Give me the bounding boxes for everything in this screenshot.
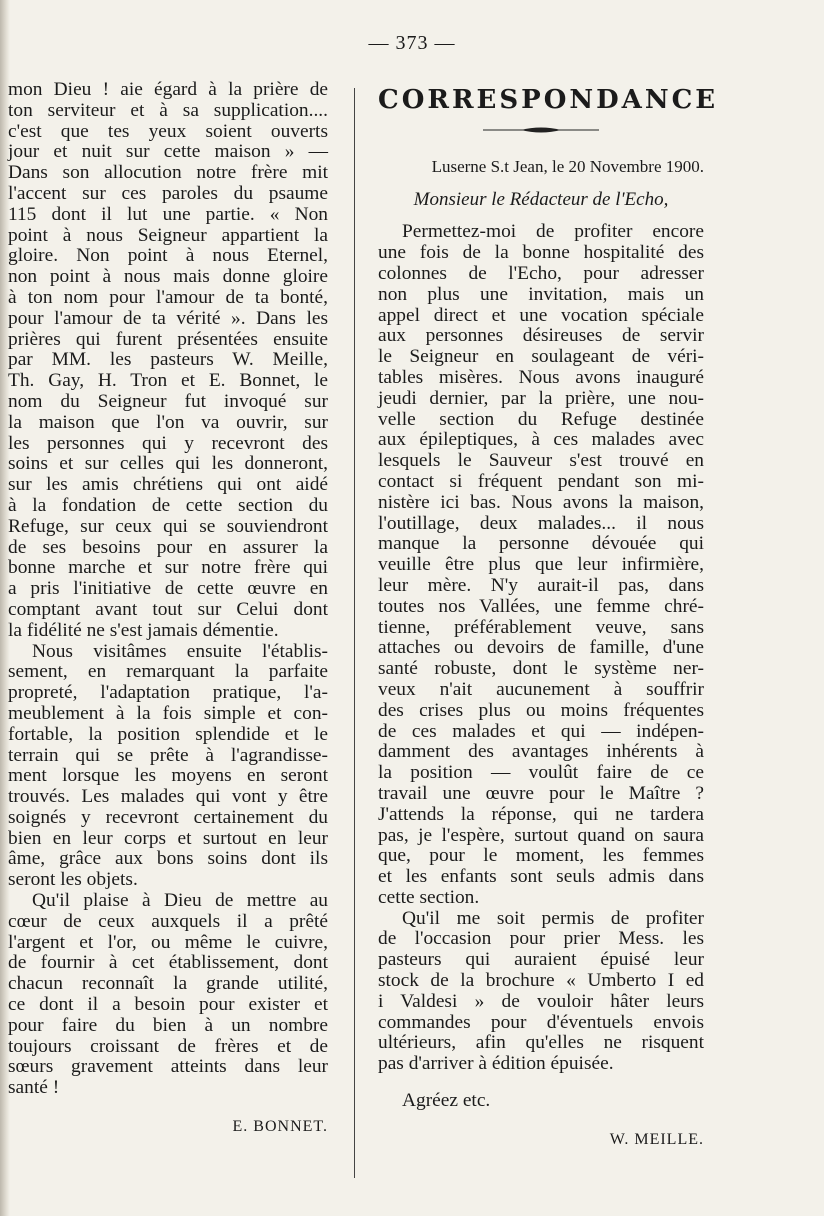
text-line: Nous visitâmes ensuite l'établis- (32, 640, 328, 662)
text-line: pasteurs qui auraient épuisé leur (378, 949, 704, 971)
text-line: et les enfants sont seuls admis dans (378, 866, 704, 888)
text-line: de l'occasion pour prier Mess. les (378, 928, 704, 950)
text-line: non point à nous mais donne gloire (8, 266, 328, 288)
text-line: bien en leur corps et surtout en leur (8, 827, 328, 849)
section-heading: CORRESPONDANCE (378, 85, 719, 115)
text-line: sement, en remarquant la parfaite (8, 661, 328, 683)
column-divider (354, 88, 355, 1178)
text-line: ce dont il a besoin pour exister et (8, 994, 328, 1016)
left-paragraph-2 (8, 642, 328, 892)
text-line: aux épileptiques, à ces malades avec (378, 429, 704, 451)
text-line: trouvés. Les malades qui vont y être (8, 786, 328, 808)
text-line: nistère ici bas. Nous avons la maison, (378, 491, 704, 513)
text-line: veuille être plus que leur infirmière, (378, 554, 704, 576)
text-line: travail une œuvre pour le Maître ? (378, 782, 704, 804)
text-line: de fournir à cet établissement, dont (8, 952, 328, 974)
ornament-rule (481, 125, 601, 135)
text-line: i Valdesi » de vouloir hâter leurs (378, 990, 704, 1012)
text-line: des crises plus ou moins fréquentes (378, 699, 704, 721)
text-line: à la fondation de cette section du (8, 494, 328, 516)
text-line: le Seigneur en soulageant de véri- (378, 346, 704, 368)
text-line: terrain qui se prête à l'agrandisse- (8, 744, 328, 766)
text-line: meublement à la fois simple et con- (8, 702, 328, 724)
text-line: de ces malades et qui — indépen- (378, 720, 704, 742)
text-line: non plus une invitation, mais un (378, 283, 704, 305)
text-line: soignés y recevront certainement du (8, 806, 328, 828)
text-line: Th. Gay, H. Tron et E. Bonnet, le (8, 370, 328, 392)
right-column (378, 80, 719, 1151)
text-line: cette section. (378, 886, 480, 908)
text-line: c'est que tes yeux soient ouverts (8, 120, 328, 142)
text-line: veux n'ait aucunement à souffrir (378, 678, 704, 700)
salutation: Monsieur le Rédacteur de l'Echo, (413, 188, 669, 210)
dateline: Luserne S.t Jean, le 20 Novembre 1900. (431, 156, 704, 176)
text-line: propreté, l'adaptation pratique, l'a- (8, 682, 328, 704)
text-line: a pris l'initiative de cette œuvre en (8, 578, 328, 600)
text-line: contact si fréquent pendant son mi- (378, 470, 704, 492)
text-line: l'argent et l'or, ou même le cuivre, (8, 931, 328, 953)
text-line: la position — voulût faire de ce (378, 762, 704, 784)
text-line: les personnes qui y recevront des (8, 432, 328, 454)
text-line: commandes pour d'éventuels envois (378, 1011, 704, 1033)
text-line: pas, je l'espère, surtout quand on saura (378, 824, 704, 846)
text-line: l'outillage, deux malades... il nous (378, 512, 704, 534)
text-line: colonnes de l'Echo, pour adresser (378, 262, 704, 284)
text-line: sur les amis chrétiens qui ont aidé (8, 474, 328, 496)
text-line: à ton nom pour l'amour de ta bonté, (8, 286, 328, 308)
left-paragraph-3 (8, 891, 328, 1099)
text-line: ton serviteur et à sa supplication.... (8, 99, 328, 121)
signature-meille: W. MEILLE. (609, 1130, 704, 1148)
page-number: — 373 — (368, 32, 456, 54)
text-line: seront les objets. (8, 869, 138, 891)
text-line: ultérieurs, afin qu'elles ne risquent (378, 1032, 704, 1054)
text-line: la fidélité ne s'est jamais démentie. (8, 619, 279, 641)
text-line: que, pour le moment, les femmes (378, 845, 704, 867)
text-line: Qu'il me soit permis de profiter (402, 907, 704, 929)
text-line: ment lorsque les moyens en seront (8, 765, 328, 787)
text-line: velle section du Refuge destinée (378, 408, 704, 430)
text-line: leur mère. N'y aurait-il pas, dans (378, 574, 704, 596)
text-line: pour l'amour de ta vérité ». Dans les (8, 307, 328, 329)
text-line: une fois de la bonne hospitalité des (378, 242, 704, 264)
text-line: chacun reconnaît la grande utilité, (8, 973, 328, 995)
text-line: pas d'arriver à édition épuisée. (378, 1053, 614, 1075)
text-line: par MM. les pasteurs W. Meille, (8, 349, 328, 371)
text-line: Permettez-moi de profiter encore (402, 221, 704, 243)
text-line: soins et sur celles qui les donneront, (8, 453, 328, 475)
text-line: comptant avant tout sur Celui dont (8, 598, 328, 620)
text-line: cœur de ceux auxquels il a prêté (8, 910, 328, 932)
text-line: tienne, préférablement veuve, sans (378, 616, 704, 638)
left-column (8, 80, 328, 1138)
text-line: l'accent sur ces paroles du psaume (8, 182, 328, 204)
text-line: la maison que l'on va ouvrir, sur (8, 411, 328, 433)
right-paragraph-2 (378, 909, 704, 1075)
text-line: Refuge, sur ceux qui se souviendront (8, 515, 328, 537)
text-line: sœurs gravement atteints dans leur (8, 1056, 328, 1078)
text-line: attaches ou devoirs de famille, d'une (378, 637, 704, 659)
text-line: toutes nos Vallées, une femme chré- (378, 595, 704, 617)
text-line: jour et nuit sur cette maison » — (8, 141, 328, 163)
text-line: santé robuste, dont le système ner- (378, 658, 704, 680)
text-line: jeudi dernier, par la prière, une nou- (378, 387, 704, 409)
text-line: damment des avantages inhérents à (378, 741, 704, 763)
left-paragraph-1 (8, 80, 328, 642)
text-line: prières qui furent présentées ensuite (8, 328, 328, 350)
text-line: pour faire du bien à un nombre (8, 1014, 328, 1036)
text-line: point à nous Seigneur appartient la (8, 224, 328, 246)
signature-bonnet: E. BONNET. (232, 1118, 328, 1136)
text-line: âme, grâce aux bons soins dont ils (8, 848, 328, 870)
text-line: 115 dont il lut une partie. « Non (8, 203, 328, 225)
text-line: stock de la brochure « Umberto I ed (378, 970, 704, 992)
text-line: de ses besoins pour en assurer la (8, 536, 328, 558)
text-line: Dans son allocution notre frère mit (8, 162, 328, 184)
text-line: appel direct et une vocation spéciale (378, 304, 704, 326)
text-line: Qu'il plaise à Dieu de mettre au (32, 890, 328, 912)
text-line: lesquels le Sauveur s'est trouvé en (378, 450, 704, 472)
text-line: santé ! (8, 1077, 60, 1099)
text-line: bonne marche et sur notre frère qui (8, 557, 328, 579)
text-line: manque la personne dévouée qui (378, 533, 704, 555)
text-line: mon Dieu ! aie égard à la prière de (8, 79, 328, 100)
right-paragraph-1 (378, 222, 704, 908)
text-line: toujours croissant de frères et de (8, 1035, 328, 1057)
closing-formula: Agréez etc. (402, 1090, 491, 1112)
text-line: tables misères. Nous avons inauguré (378, 366, 704, 388)
text-line: nom du Seigneur fut invoqué sur (8, 390, 328, 412)
text-line: aux personnes désireuses de servir (378, 325, 704, 347)
text-line: J'attends la réponse, qui ne tardera (378, 803, 704, 825)
text-line: gloire. Non point à nous Eternel, (8, 245, 328, 267)
text-line: fortable, la position splendide et le (8, 723, 328, 745)
